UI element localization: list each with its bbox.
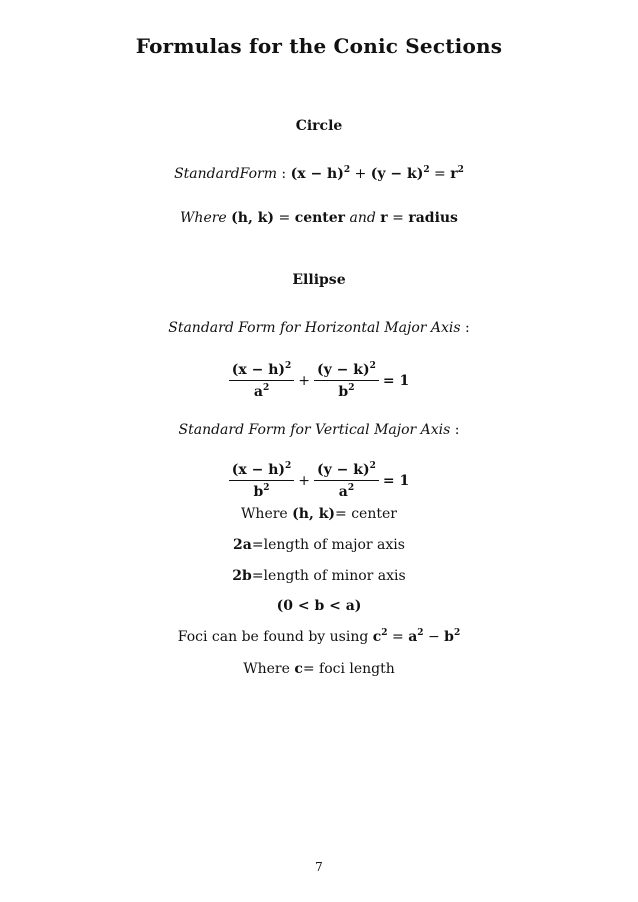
fraction-denominator: $b^2$ (253, 483, 270, 500)
page-number: 7 (315, 860, 323, 874)
foci-line: Foci can be found by using $c^2 = a^2 - b^2$ (177, 628, 461, 645)
two-a: 2a (233, 537, 252, 553)
equals-sign: = (387, 210, 409, 226)
c-var: c (372, 629, 382, 645)
equals-sign: = (274, 210, 295, 226)
hk-pair: (h, k) (292, 506, 336, 522)
c-var: c (294, 661, 303, 677)
equals-sign: = (429, 166, 451, 182)
radius-word: radius (408, 210, 458, 226)
circle-heading: Circle (295, 118, 343, 134)
exponent: 2 (457, 165, 464, 175)
inequality: (0 < b < a) (276, 598, 362, 614)
fraction-y (314, 362, 379, 400)
major-axis-line: 2a=length of major axis (233, 537, 405, 553)
colon: : (450, 422, 460, 438)
minor-axis-line: 2b=length of minor axis (232, 568, 406, 584)
colon: : (276, 166, 291, 182)
horizontal-axis-label: Standard Form for Horizontal Major Axis (168, 320, 461, 336)
and-word: and (349, 210, 376, 226)
plus-sign: + (298, 473, 311, 489)
fraction-numerator: $(x - h)^2$ (229, 462, 295, 481)
plus-sign: + (298, 373, 311, 389)
fraction-numerator: $(y - k)^2$ (314, 462, 379, 481)
exponent: 2 (343, 165, 351, 175)
ellipse-where-center: Where (h, k)= center (241, 506, 397, 522)
horizontal-axis-label-line (0, 320, 638, 336)
where-word: Where (180, 210, 227, 226)
vertical-axis-label: Standard Form for Vertical Major Axis (178, 422, 451, 438)
circle-where-line (0, 210, 638, 226)
fraction-numerator: $(y - k)^2$ (314, 362, 379, 381)
horizontal-equation (0, 362, 638, 400)
fraction-y (314, 462, 379, 500)
ellipse-heading: Ellipse (292, 272, 346, 288)
circle-standard-form (0, 166, 638, 182)
fraction-x (229, 362, 295, 400)
plus-sign: + (350, 166, 371, 182)
page-title: Formulas for the Conic Sections (135, 34, 503, 58)
r-var: r (380, 210, 388, 226)
equals-one: = 1 (382, 473, 410, 489)
exponent: 2 (423, 165, 430, 175)
fraction-numerator: $(x - h)^2$ (229, 362, 295, 381)
fraction-denominator: $b^2$ (338, 383, 355, 400)
term-r: r (450, 166, 458, 182)
equals-one: = 1 (382, 373, 410, 389)
two-b: 2b (232, 568, 252, 584)
hk-pair: (h, k) (231, 210, 275, 226)
fraction-x (229, 462, 295, 500)
term-y: (y − k) (370, 166, 424, 182)
vertical-axis-label-line (0, 422, 638, 438)
colon: : (460, 320, 470, 336)
fraction-denominator: $a^2$ (338, 483, 355, 500)
center-word: center (294, 210, 346, 226)
standard-form-label: StandardForm (174, 166, 277, 182)
term-x: (x − h) (290, 166, 344, 182)
fraction-denominator: $a^2$ (253, 383, 270, 400)
vertical-equation (0, 462, 638, 500)
foci-length-line: Where c= foci length (243, 661, 395, 677)
